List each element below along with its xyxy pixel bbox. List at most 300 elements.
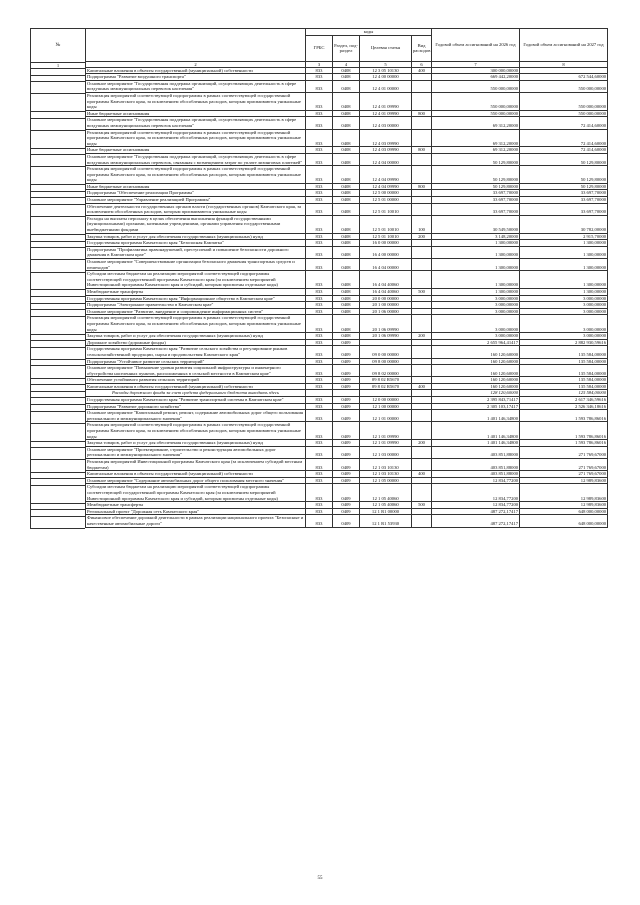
row-name-cell: Основное мероприятие "Развитие, внедрение и сопровождение информационных систем"	[86, 308, 306, 315]
row-name-cell: Основное мероприятие "Государственная поддержка организаций, осуществляющих деятельность в сфере воздушных межмуниципальных перевозок населения"	[86, 117, 306, 129]
header-vr: Вид расходов	[412, 35, 432, 61]
row-name-cell: Подпрограмма "Устойчивое развитие сельских территорий"	[86, 358, 306, 365]
table-row	[86, 215, 608, 233]
table-body	[86, 67, 608, 527]
row-section-cell: 0408	[333, 259, 360, 271]
row-name-cell: Реализация мероприятий соответствующей подпрограммы в рамках соответствующей государственной программы Камчатского края, за исключением обособленных расходов, которым присваиваются уникальные коды	[86, 166, 306, 184]
row-amount-2027-cell: 12 989,83600	[520, 484, 608, 502]
row-amount-2027-cell: 1 300,00000	[520, 259, 608, 271]
row-name-cell: Подпрограмма "Профилактика правонарушений, преступлений и повышение безопасности дорожного движения в Камчатском крае"	[86, 246, 306, 258]
row-section-cell: 0409	[333, 471, 360, 478]
row-name-cell: Государственная программа Камчатского края "Информационное общество в Камчатском крае"	[86, 295, 306, 302]
row-amount-2027-cell: 135 584,00000	[520, 377, 608, 384]
row-section-cell: 0408	[333, 92, 360, 110]
row-grbs-cell	[306, 390, 333, 397]
row-section-cell: 0409	[333, 365, 360, 377]
row-grbs-cell: 833	[306, 183, 333, 190]
row-amount-2027-cell: 135 584,00000	[520, 358, 608, 365]
table-row	[86, 308, 608, 315]
row-grbs-cell: 833	[306, 197, 333, 204]
row-vr-cell	[412, 515, 432, 527]
row-target-cell: 12 5 01 10010	[360, 203, 412, 215]
row-amount-2027-cell: 12 989,83600	[520, 502, 608, 509]
table-row	[86, 383, 608, 390]
header-name-cell	[86, 29, 306, 62]
row-name-cell: Капитальные вложения в объекты государственной (муниципальной) собственности	[86, 471, 306, 478]
table-row	[86, 302, 608, 309]
row-name-cell: Капитальные вложения в объекты государственной (муниципальной) собственности	[86, 383, 306, 390]
table-row	[86, 377, 608, 384]
table-row	[86, 166, 608, 184]
row-amount-2027-cell: 672 544,60000	[520, 74, 608, 81]
table-row	[86, 515, 608, 527]
row-name-cell: Основное мероприятие "Содержание автомобильных дорог общего пользования местного значения"	[86, 477, 306, 484]
budget-table-page	[85, 28, 607, 528]
row-name-cell: Основное мероприятие "Государственная поддержка организаций, осуществляющих деятельность в сфере воздушных межмуниципальных перевозок, связанная с возмещением затрат по уплате лизинговых платежей"	[86, 153, 306, 165]
row-amount-2027-cell: 72 414,60000	[520, 117, 608, 129]
number-cell	[31, 398, 85, 405]
header-target: Целевая статья	[360, 35, 412, 61]
row-name-cell: Закупка товаров, работ и услуг для обеспечения государственных (муниципальных) нужд	[86, 440, 306, 447]
row-vr-cell: 500	[412, 288, 432, 295]
row-target-cell: 12 5 00 00000	[360, 190, 412, 197]
header-year-2026: Годовой объем ассигнований на 2026 год	[432, 29, 520, 62]
row-amount-2027-cell: 1 300,00000	[520, 246, 608, 258]
row-grbs-cell: 833	[306, 259, 333, 271]
number-cell	[31, 192, 85, 199]
number-cell	[31, 217, 85, 235]
row-vr-cell	[412, 358, 432, 365]
row-amount-2026-cell: 69 312,20000	[432, 129, 520, 147]
row-amount-2027-cell: 3 000,00000	[520, 308, 608, 315]
row-target-cell: 12 4 01 00000	[360, 80, 412, 92]
row-vr-cell	[412, 302, 432, 309]
row-name-cell: Региональный проект "Дорожная сеть Камчатского края"	[86, 508, 306, 515]
row-name-cell: Основное мероприятие "Повышение уровня развития социальной инфраструктуры и инженерного обустройства населенных пунктов, расположенных в сельской местности в Камчатском крае"	[86, 365, 306, 377]
row-amount-2026-cell: 160 120,60000	[432, 365, 520, 377]
row-target-cell: 12 1 01 09990	[360, 440, 412, 447]
row-amount-2026-cell: 403 851,88000	[432, 446, 520, 458]
row-vr-cell	[412, 315, 432, 333]
row-vr-cell: 400	[412, 383, 432, 390]
table-row	[86, 440, 608, 447]
row-section-cell: 0408	[333, 183, 360, 190]
row-section-cell: 0409	[333, 346, 360, 358]
row-amount-2026-cell: 33 697,70000	[432, 197, 520, 204]
row-grbs-cell: 833	[306, 166, 333, 184]
row-vr-cell: 200	[412, 440, 432, 447]
row-grbs-cell: 833	[306, 92, 333, 110]
table-row	[86, 502, 608, 509]
row-name-cell: Основное мероприятие "Управление реализацией Программы"	[86, 197, 306, 204]
row-vr-cell	[412, 365, 432, 377]
row-target-cell: 12 1 R1 53930	[360, 515, 412, 527]
number-cell	[31, 297, 85, 304]
row-amount-2026-cell: 160 120,60000	[432, 346, 520, 358]
row-name-cell: Иные бюджетные ассигнования	[86, 183, 306, 190]
row-amount-2027-cell: 33 697,70000	[520, 190, 608, 197]
row-amount-2026-cell: 2 655 964,41417	[432, 339, 520, 346]
row-target-cell: 12 1 00 00000	[360, 403, 412, 410]
table-row	[86, 508, 608, 515]
row-amount-2027-cell: 125 584,00000	[520, 390, 608, 397]
row-section-cell: 0408	[333, 203, 360, 215]
row-amount-2026-cell: 550 000,00000	[432, 92, 520, 110]
row-vr-cell	[412, 339, 432, 346]
row-grbs-cell: 833	[306, 403, 333, 410]
row-target-cell: 12 5 01 10010	[360, 215, 412, 233]
row-name-cell: Реализация мероприятий Инвестиционной программы Камчатского края (за исключением субсидий местным бюджетам)	[86, 459, 306, 471]
table-row	[86, 333, 608, 340]
row-grbs-cell: 833	[306, 308, 333, 315]
number-cell	[31, 366, 85, 378]
row-name-cell: Реализация мероприятий соответствующей подпрограммы в рамках соответствующей государственной программы Камчатского края, за исключением обособленных расходов, которым присваиваются уникальные коды	[86, 129, 306, 147]
row-target-cell: 09 8 02 R5670	[360, 383, 412, 390]
row-section-cell: 0408	[333, 308, 360, 315]
row-amount-2026-cell: 160 120,60000	[432, 383, 520, 390]
number-header: №	[30, 28, 85, 63]
row-vr-cell	[412, 390, 432, 397]
row-amount-2026-cell: 50 129,80000	[432, 153, 520, 165]
number-cell	[31, 185, 85, 192]
row-grbs-cell: 833	[306, 240, 333, 247]
row-grbs-cell: 833	[306, 74, 333, 81]
row-amount-2026-cell: 669 442,20000	[432, 74, 520, 81]
table-row	[86, 240, 608, 247]
row-amount-2026-cell: 3 000,00000	[432, 295, 520, 302]
row-amount-2027-cell: 50 129,80000	[520, 166, 608, 184]
row-amount-2027-cell: 2 526 346,18616	[520, 403, 608, 410]
row-vr-cell	[412, 80, 432, 92]
row-grbs-cell: 833	[306, 502, 333, 509]
row-section-cell: 0409	[333, 422, 360, 440]
row-name-cell: Подпрограмма "Развитие воздушного транспорта"	[86, 74, 306, 81]
row-amount-2027-cell: 1 300,00000	[520, 271, 608, 289]
number-cell	[31, 248, 85, 260]
row-name-cell: Закупка товаров, работ и услуг для обеспечения государственных (муниципальных) нужд	[86, 233, 306, 240]
row-grbs-cell: 833	[306, 410, 333, 422]
row-grbs-cell: 833	[306, 377, 333, 384]
row-amount-2026-cell: 3 000,00000	[432, 302, 520, 309]
row-grbs-cell: 833	[306, 508, 333, 515]
number-cell	[31, 348, 85, 360]
row-section-cell: 0408	[333, 197, 360, 204]
number-cell	[31, 242, 85, 249]
row-section-cell: 0409	[333, 377, 360, 384]
row-section-cell: 0408	[333, 153, 360, 165]
row-name-cell: Капитальные вложения в объекты государственной (муниципальной) собственности	[86, 67, 306, 74]
row-amount-2026-cell: 69 312,20000	[432, 117, 520, 129]
row-section-cell: 0408	[333, 295, 360, 302]
row-name-cell: Основное мероприятие "Капитальный ремонт, ремонт, содержание автомобильных дорог общего пользования регионального и межмуниципального значения"	[86, 410, 306, 422]
row-amount-2027-cell: 2 882 930,59616	[520, 339, 608, 346]
row-amount-2026-cell: 2 305 103,17417	[432, 403, 520, 410]
row-amount-2026-cell: 12 834,77200	[432, 502, 520, 509]
row-vr-cell: 100	[412, 215, 432, 233]
row-section-cell: 0408	[333, 74, 360, 81]
row-amount-2027-cell: 33 697,70000	[520, 203, 608, 215]
row-grbs-cell: 833	[306, 422, 333, 440]
table-row	[86, 358, 608, 365]
row-target-cell: 20 1 06 09990	[360, 333, 412, 340]
row-grbs-cell: 833	[306, 233, 333, 240]
row-amount-2026-cell: 33 697,70000	[432, 203, 520, 215]
number-cell	[31, 510, 85, 517]
row-name-cell: Подпрограмма "Электронное правительство в Камчатском крае"	[86, 302, 306, 309]
row-vr-cell	[412, 117, 432, 129]
row-target-cell: 16 4 04 40060	[360, 271, 412, 289]
row-section-cell: 0409	[333, 358, 360, 365]
table-header	[86, 29, 608, 68]
row-section-cell	[333, 390, 360, 397]
row-target-cell: 09 8 02 00000	[360, 365, 412, 377]
row-section-cell: 0408	[333, 147, 360, 154]
row-vr-cell: 800	[412, 147, 432, 154]
row-amount-2026-cell: 69 312,20000	[432, 147, 520, 154]
row-target-cell: 12 4 00 00000	[360, 74, 412, 81]
row-target-cell: 12 5 01 00000	[360, 197, 412, 204]
row-amount-2026-cell: 1 401 146,34800	[432, 410, 520, 422]
table-row	[86, 410, 608, 422]
row-section-cell: 0409	[333, 484, 360, 502]
row-section-cell: 0409	[333, 410, 360, 422]
row-target-cell: 20 1 06 09990	[360, 315, 412, 333]
row-vr-cell	[412, 459, 432, 471]
row-grbs-cell: 833	[306, 190, 333, 197]
table-row	[86, 233, 608, 240]
row-amount-2027-cell: 12 989,83600	[520, 477, 608, 484]
table-row	[86, 365, 608, 377]
row-grbs-cell: 833	[306, 515, 333, 527]
row-grbs-cell: 833	[306, 440, 333, 447]
row-target-cell: 12 4 04 09990	[360, 183, 412, 190]
number-cell	[31, 149, 85, 156]
row-target-cell: 12 1 R1 00000	[360, 508, 412, 515]
row-name-cell: Финансовое обеспечение дорожной деятельности в рамках реализации национального проекта "Безопасные и качественные автомобильные дороги"	[86, 515, 306, 527]
row-amount-2026-cell: 12 834,77200	[432, 477, 520, 484]
row-amount-2027-cell: 50 129,80000	[520, 153, 608, 165]
row-section-cell: 0408	[333, 240, 360, 247]
row-target-cell: 12 4 03 09990	[360, 147, 412, 154]
table-row	[86, 446, 608, 458]
row-amount-2026-cell: 12 834,77200	[432, 484, 520, 502]
row-section-cell: 0408	[333, 67, 360, 74]
table-row	[86, 153, 608, 165]
row-vr-cell	[412, 346, 432, 358]
row-grbs-cell: 833	[306, 383, 333, 390]
number-column	[30, 28, 85, 529]
row-name-cell: Подпрограмма "Развитие дорожного хозяйства"	[86, 403, 306, 410]
row-amount-2026-cell: 1 300,00000	[432, 288, 520, 295]
row-vr-cell	[412, 446, 432, 458]
row-section-cell: 0408	[333, 246, 360, 258]
row-section-cell: 0409	[333, 477, 360, 484]
row-section-cell: 0409	[333, 440, 360, 447]
row-grbs-cell: 833	[306, 358, 333, 365]
row-target-cell: 12 1 03 00000	[360, 446, 412, 458]
row-section-cell: 0408	[333, 271, 360, 289]
row-target-cell: 12 4 03 09990	[360, 129, 412, 147]
row-target-cell: 12 1 01 00000	[360, 410, 412, 422]
row-name-cell: Реализация мероприятий соответствующей подпрограммы в рамках соответствующей государственной программы Камчатского края, за исключением обособленных расходов, которым присваиваются уникальные коды	[86, 315, 306, 333]
number-cell	[31, 424, 85, 442]
row-vr-cell: 200	[412, 233, 432, 240]
row-amount-2026-cell: 300 000,00000	[432, 67, 520, 74]
row-grbs-cell: 833	[306, 110, 333, 117]
row-amount-2027-cell: 3 000,00000	[520, 315, 608, 333]
row-name-cell: Закупка товаров, работ и услуг для обеспечения государственных (муниципальных) нужд	[86, 333, 306, 340]
row-vr-cell	[412, 397, 432, 404]
row-amount-2026-cell: 403 851,88000	[432, 459, 520, 471]
row-vr-cell	[412, 197, 432, 204]
row-name-cell: Основное мероприятие "Государственная поддержка организаций, осуществляющих деятельность в сфере воздушных межмуниципальных перевозок населения"	[86, 80, 306, 92]
row-vr-cell	[412, 246, 432, 258]
row-amount-2027-cell: 271 769,67000	[520, 446, 608, 458]
row-target-cell: 12 1 05 40060	[360, 484, 412, 502]
number-cell	[31, 335, 85, 342]
row-name-cell: Субсидии местным бюджетам на реализацию мероприятий соответствующей подпрограммы соответствующей государственной программы Камчатского края (за исключением мероприятий Инвестиционной программы Камчатского края и субсидий, которым присвоены отдельные коды)	[86, 271, 306, 289]
row-name-cell: Субсидии местным бюджетам на реализацию мероприятий соответствующей подпрограммы соответствующей государственной программы Камчатского края (за исключением мероприятий Инвестиционной программы Камчатского края и субсидий, которым присвоены отдельные коды)	[86, 484, 306, 502]
index-cell: 3	[306, 61, 333, 67]
row-target-cell: 12 4 01 09990	[360, 92, 412, 110]
row-target-cell: 12 1 03 10130	[360, 459, 412, 471]
table-row	[86, 110, 608, 117]
row-section-cell: 0408	[333, 288, 360, 295]
table-row	[86, 397, 608, 404]
row-name-cell: Государственная программа Камчатского края "Развитие транспортной системы в Камчатском крае"	[86, 397, 306, 404]
row-amount-2026-cell: 1 300,00000	[432, 246, 520, 258]
row-amount-2027-cell: 1 593 786,86016	[520, 440, 608, 447]
row-grbs-cell: 833	[306, 215, 333, 233]
row-target-cell: 12 1 03 10130	[360, 471, 412, 478]
row-target-cell: 12 4 04 00000	[360, 153, 412, 165]
row-amount-2027-cell: 135 584,00000	[520, 365, 608, 377]
number-index: 1	[30, 63, 85, 69]
row-grbs-cell: 833	[306, 117, 333, 129]
header-year-2027: Годовой объем ассигнований на 2027 год	[520, 29, 608, 62]
row-name-cell: Подпрограмма "Обеспечение реализации Программы"	[86, 190, 306, 197]
row-vr-cell	[412, 484, 432, 502]
table-row	[86, 315, 608, 333]
number-cell	[31, 448, 85, 460]
row-name-cell: Реализация мероприятий соответствующей подпрограммы в рамках соответствующей государственной программы Камчатского края, за исключением обособленных расходов, которым присваиваются уникальные коды	[86, 92, 306, 110]
row-vr-cell	[412, 92, 432, 110]
row-section-cell: 0409	[333, 339, 360, 346]
row-amount-2027-cell: 3 000,00000	[520, 295, 608, 302]
index-cell: 2	[86, 61, 306, 67]
row-target-cell: 16 4 04 00000	[360, 259, 412, 271]
row-target-cell: 12 0 00 00000	[360, 397, 412, 404]
row-section-cell: 0408	[333, 302, 360, 309]
table-row	[86, 259, 608, 271]
row-amount-2026-cell: 1 300,00000	[432, 259, 520, 271]
row-section-cell: 0408	[333, 215, 360, 233]
table-row	[86, 203, 608, 215]
row-name-cell: Государственная программа Камчатского края "Безопасная Камчатка"	[86, 240, 306, 247]
row-target-cell: 12 1 05 00000	[360, 477, 412, 484]
row-amount-2026-cell: 1 401 146,34800	[432, 422, 520, 440]
number-cell	[31, 405, 85, 412]
table-row	[86, 295, 608, 302]
row-amount-2026-cell: 128 120,60000	[432, 390, 520, 397]
table-row	[86, 147, 608, 154]
number-cell	[31, 479, 85, 486]
row-amount-2027-cell: 550 000,00000	[520, 110, 608, 117]
row-amount-2026-cell: 403 851,88000	[432, 471, 520, 478]
row-grbs-cell: 833	[306, 471, 333, 478]
row-name-cell: Расходы на выплаты персоналу в целях обеспечения выполнения функций государственными (муниципальными) органами, казенными учреждениями, органами управления государственными внебюджетными фондами	[86, 215, 306, 233]
row-grbs-cell: 833	[306, 271, 333, 289]
row-name-cell: Основное мероприятие "Проектирование, строительство и реконструкция автомобильных дорог регионального и межмуниципального значения"	[86, 446, 306, 458]
row-amount-2027-cell: 2 915,70000	[520, 233, 608, 240]
number-cell	[31, 504, 85, 511]
row-target-cell: 12 3 05 10130	[360, 67, 412, 74]
row-amount-2026-cell: 3 000,00000	[432, 308, 520, 315]
row-grbs-cell: 833	[306, 295, 333, 302]
row-grbs-cell: 833	[306, 203, 333, 215]
row-amount-2027-cell: 2 617 346,59616	[520, 397, 608, 404]
row-target-cell: 12 4 01 09990	[360, 110, 412, 117]
row-amount-2026-cell: 3 148,20000	[432, 233, 520, 240]
number-cell	[31, 167, 85, 185]
number-cell	[31, 304, 85, 311]
number-cell	[31, 341, 85, 348]
number-cell	[31, 82, 85, 94]
row-vr-cell: 800	[412, 110, 432, 117]
row-grbs-cell: 833	[306, 67, 333, 74]
row-target-cell	[360, 339, 412, 346]
row-target-cell: 16 4 00 00000	[360, 246, 412, 258]
table-row	[86, 190, 608, 197]
row-target-cell: 12 5 01 10010	[360, 233, 412, 240]
table-row	[86, 80, 608, 92]
row-amount-2027-cell	[520, 67, 608, 74]
number-cell	[31, 317, 85, 335]
row-section-cell: 0409	[333, 502, 360, 509]
row-amount-2027-cell: 1 300,00000	[520, 240, 608, 247]
row-grbs-cell: 833	[306, 302, 333, 309]
row-amount-2027-cell: 271 769,67000	[520, 459, 608, 471]
row-section-cell: 0409	[333, 459, 360, 471]
row-grbs-cell: 833	[306, 365, 333, 377]
number-cell	[31, 290, 85, 297]
row-amount-2027-cell: 550 000,00000	[520, 92, 608, 110]
number-cell	[31, 442, 85, 449]
row-name-cell: Обеспечение деятельности государственных органов власти (государственных органов) Камчатского края, за исключением обособленных расходов, которым присваиваются уникальные коды	[86, 203, 306, 215]
row-grbs-cell: 833	[306, 315, 333, 333]
note-row	[86, 390, 608, 397]
number-cell	[31, 273, 85, 291]
row-amount-2026-cell: 30 549,50000	[432, 215, 520, 233]
number-column-body	[30, 69, 85, 529]
row-grbs-cell: 833	[306, 484, 333, 502]
row-grbs-cell: 833	[306, 333, 333, 340]
row-amount-2026-cell: 550 000,00000	[432, 110, 520, 117]
number-cell	[31, 198, 85, 205]
row-target-cell: 20 0 00 00000	[360, 295, 412, 302]
row-vr-cell	[412, 74, 432, 81]
table-row	[86, 67, 608, 74]
number-cell	[31, 260, 85, 272]
row-grbs-cell: 833	[306, 477, 333, 484]
row-amount-2027-cell: 648 000,00000	[520, 515, 608, 527]
number-cell	[31, 460, 85, 472]
number-cell	[31, 473, 85, 480]
table-row	[86, 129, 608, 147]
row-name-cell: Межбюджетные трансферты	[86, 288, 306, 295]
row-section-cell: 0408	[333, 117, 360, 129]
row-vr-cell	[412, 403, 432, 410]
